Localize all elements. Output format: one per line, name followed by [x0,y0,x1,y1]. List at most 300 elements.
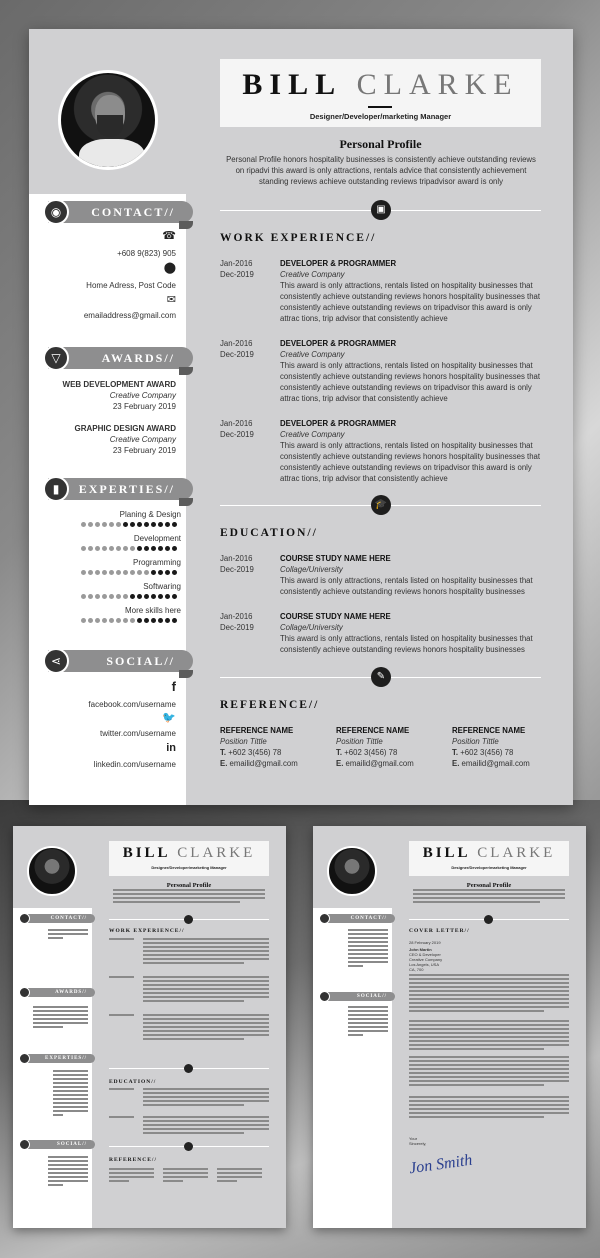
text-line [113,889,265,891]
skill-dot [123,546,128,551]
text-line [53,1110,88,1112]
text-line [48,1184,63,1186]
text-line [48,1168,88,1170]
facebook-icon: f [171,679,176,694]
text-line [163,1176,208,1178]
text-line [348,1034,363,1036]
text-line [163,1172,208,1174]
skill-dot [95,594,100,599]
briefcase-icon [184,915,193,924]
skill-name: Development [133,534,181,543]
skill-dot [151,522,156,527]
avatar [327,846,377,896]
text-line [409,1068,569,1070]
text-line [348,949,388,951]
text-line [143,1030,269,1032]
contact-phone: +608 9(823) 905 [117,249,176,258]
skill-dot [137,522,142,527]
skill-level [81,522,177,528]
text-line [143,1100,269,1102]
text-line [348,965,363,967]
text-line [348,1022,388,1024]
skill-name: Planing & Design [119,510,181,519]
text-line [409,1080,569,1082]
text-line [143,942,269,944]
globe-icon [319,913,330,924]
text-line [409,1044,569,1046]
profile-title: Personal Profile [166,882,212,889]
skill-dot [102,546,107,551]
chart-icon: ▮ [43,476,69,502]
job-role: Designer/Developer/marketing Manager [451,865,527,870]
skill-dot [102,522,107,527]
skill-dot [95,546,100,551]
text-line [409,1006,569,1008]
text-line [48,1180,88,1182]
text-line [143,1096,269,1098]
graduation-cap-icon [184,1064,193,1073]
first-name: BILL [242,68,343,101]
text-line [143,958,269,960]
start-date: Jan-2016 [220,419,253,428]
skill-dot [144,618,149,623]
text-line [33,1022,88,1024]
text-line [33,1014,88,1016]
skill-dot [158,522,163,527]
feather-icon [184,1142,193,1151]
skill-dot [144,570,149,575]
skill-dot [172,522,177,527]
phone-icon: ☎ [162,230,176,242]
text-line [143,1000,244,1002]
reference-position: Position Tittle [220,737,267,746]
skill-dot [95,618,100,623]
contact-heading: CONTACT// [48,201,193,223]
work-heading: WORK EXPERIENCE// [220,232,377,244]
text-line [143,1088,269,1090]
text-line [48,1164,88,1166]
course-description: This award is only attractions, rentals listed on hospitality businesses that consistently achieve outstanding reviews honors hospitality businesses [280,634,533,654]
text-line [53,1082,88,1084]
text-line [409,1010,544,1012]
social-heading: SOCIAL// [48,650,193,672]
reference-heading: REFERENCE// [220,699,320,711]
text-line [413,893,565,895]
company: Creative Company [280,350,345,359]
text-line [409,974,569,976]
social-linkedin[interactable]: linkedin.com/username [93,760,176,769]
text-line [217,1176,262,1178]
signature: Jon Smith [408,1151,474,1178]
text-line [143,980,269,982]
text-line [409,1032,569,1034]
skill-dot [151,570,156,575]
text-line [109,938,134,940]
reference-name: REFERENCE NAME [336,726,410,735]
text-line [143,984,269,986]
text-line [217,1180,237,1182]
contact-heading: CONTACT// [322,914,395,923]
skill-dot [137,570,142,575]
text-line [53,1070,88,1072]
text-line [143,992,269,994]
text-line [109,1176,154,1178]
skill-dot [130,570,135,575]
end-date: Dec-2019 [220,350,254,359]
text-line [409,1096,569,1098]
skill-dot [95,522,100,527]
skill-dot [109,618,114,623]
text-line [348,1018,388,1020]
skill-dot [88,594,93,599]
skill-dot [137,618,142,623]
reference-email[interactable]: E. emailid@gmail.com [336,759,414,768]
name-underline [368,106,392,108]
linkedin-icon: in [166,742,176,754]
awards-heading: AWARDS// [48,347,193,369]
contact-email[interactable]: emailaddress@gmail.com [83,311,176,320]
text-line [143,1092,269,1094]
text-line [409,1056,569,1058]
text-line [413,889,565,891]
text-line [348,937,388,939]
text-line [53,1114,63,1116]
text-line [348,1030,388,1032]
briefcase-icon [484,915,493,924]
expertise-heading: EXPERTIES// [48,478,193,500]
reference-email[interactable]: E. emailid@gmail.com [452,759,530,768]
globe-icon: ◉ [43,199,69,225]
thumb-name-block [409,841,569,876]
text-line [109,1088,134,1090]
text-line [409,982,569,984]
skill-dot [130,618,135,623]
skill-dot [144,594,149,599]
text-line [48,1156,88,1158]
skill-dot [158,594,163,599]
skill-dot [116,594,121,599]
skill-dot [102,594,107,599]
text-line [53,1086,88,1088]
skill-dot [123,618,128,623]
skill-dot [130,594,135,599]
skill-dot [109,522,114,527]
text-line [143,1018,269,1020]
text-line [143,1014,269,1016]
text-line [109,1180,129,1182]
job-title: DEVELOPER & PROGRAMMER [280,259,397,268]
text-line [409,990,569,992]
skill-dot [165,522,170,527]
skill-dot [144,546,149,551]
trophy-icon: ▽ [43,345,69,371]
text-line [143,954,269,956]
text-line [33,1026,63,1028]
text-line [109,1014,134,1016]
text-line [48,933,88,935]
resume-page [29,29,573,805]
cover-letter-thumbnail [313,826,586,1228]
first-name: BILL [422,845,471,861]
text-line [348,1006,388,1008]
text-line [143,938,269,940]
skill-dot [109,570,114,575]
profile-text: Personal Profile honors hospitality businesses is consistently achieve outstanding reviews on ripadvi this award is only attractions, rentals advice that consistently achievement standing reviews achieve outstanding reviews tripadvisor award is only [226,155,536,186]
skill-dot [123,594,128,599]
text-line [33,1010,88,1012]
text-line [409,998,569,1000]
text-line [413,897,565,899]
skill-dot [102,570,107,575]
text-line [409,1024,569,1026]
text-line [409,1036,569,1038]
text-line [143,1124,269,1126]
graduation-cap-icon: 🎓 [371,495,391,515]
last-name: CLARKE [356,68,519,101]
skill-level [81,594,177,600]
text-line [409,1040,569,1042]
end-date: Dec-2019 [220,565,254,574]
globe-icon [19,913,30,924]
text-line [109,1116,134,1118]
text-line [409,1028,569,1030]
text-line [143,1116,269,1118]
start-date: Jan-2016 [220,554,253,563]
text-line [163,1168,208,1170]
skill-dot [137,594,142,599]
first-name: BILL [122,845,171,861]
text-line [113,901,240,903]
text-line [348,961,388,963]
profile-title: Personal Profile [339,137,422,151]
text-line [409,1048,544,1050]
text-line [409,1060,569,1062]
text-line [53,1078,88,1080]
text-line [409,1100,569,1102]
skill-dot [165,546,170,551]
education-heading: EDUCATION// [109,1079,157,1085]
reference-phone: T. +602 3(456) 78 [336,748,398,757]
reference-name: REFERENCE NAME [452,726,526,735]
text-line [143,1104,244,1106]
feather-icon: ✎ [371,667,391,687]
text-line [409,994,569,996]
last-name: CLARKE [177,845,256,861]
text-line [143,1132,244,1134]
skill-dot [165,594,170,599]
skill-level [81,618,177,624]
reference-name: REFERENCE NAME [220,726,294,735]
text-line [48,937,63,939]
skill-dot [172,570,177,575]
text-line [143,976,269,978]
twitter-icon: 🐦 [162,712,176,724]
social-facebook[interactable]: facebook.com/username [88,700,176,709]
reference-phone: T. +602 3(456) 78 [220,748,282,757]
skill-dot [165,618,170,623]
mail-icon: ✉ [166,294,176,306]
start-date: Jan-2016 [220,612,253,621]
skill-dot [109,594,114,599]
text-line [33,1006,88,1008]
skill-dot [165,570,170,575]
award-item: GRAPHIC DESIGN AWARD Creative Company 23 February 2019 [74,424,176,455]
text-line [48,1176,88,1178]
skill-dot [130,522,135,527]
text-line [409,1112,569,1114]
text-line [409,1108,569,1110]
skill-dot [88,618,93,623]
full-name [220,68,541,102]
skill-dot [81,594,86,599]
skill-dot [130,546,135,551]
skill-dot [158,546,163,551]
contact-heading: CONTACT// [22,914,95,923]
skill-dot [88,546,93,551]
text-line [143,962,244,964]
skill-dot [88,522,93,527]
text-line [113,897,265,899]
briefcase-icon: ▣ [371,200,391,220]
text-line [143,950,269,952]
text-line [348,957,388,959]
reference-entry [452,725,567,769]
name-block [220,59,541,127]
text-line [348,929,388,931]
skill-dot [158,618,163,623]
text-line [409,986,569,988]
skill-dot [172,546,177,551]
skill-dot [81,522,86,527]
location-icon: ⬤ [163,262,176,274]
text-line [53,1106,88,1108]
job-title: DEVELOPER & PROGRAMMER [280,339,397,348]
start-date: Jan-2016 [220,259,253,268]
reference-heading: REFERENCE// [109,1157,157,1163]
school: Collage/University [280,623,343,632]
text-line [348,1026,388,1028]
text-line [348,945,388,947]
text-line [143,996,269,998]
text-line [217,1168,262,1170]
text-line [143,1034,269,1036]
sidebar [29,29,186,805]
job-description: This award is only attractions, rentals listed on hospitality businesses that consistently achieve outstanding reviews honors hospitality businesses that consistently achieve outstanding reviews on tripadvisor this award is only attrac tions, trip advisor that consistently achieve [280,361,541,403]
reference-position: Position Tittle [452,737,499,746]
skill-dot [116,522,121,527]
text-line [48,1160,88,1162]
skill-dot [151,618,156,623]
skill-name: Softwaring [143,582,181,591]
skill-dot [116,570,121,575]
skill-dot [151,594,156,599]
text-line [109,1172,154,1174]
skill-dot [172,594,177,599]
award-item: WEB DEVELOPMENT AWARD Creative Company 23 February 2019 [62,380,176,411]
text-line [143,946,269,948]
text-line [143,1022,269,1024]
share-icon [19,1139,30,1150]
trophy-icon [19,987,30,998]
skill-dot [109,546,114,551]
skill-dot [102,618,107,623]
reference-email[interactable]: E. emailid@gmail.com [220,759,298,768]
text-line [48,1172,88,1174]
skill-name: More skills here [124,606,181,615]
reference-phone: T. +602 3(456) 78 [452,748,514,757]
text-line [409,1072,569,1074]
expertise-heading: EXPERTIES// [22,1054,95,1063]
company: Creative Company [280,270,345,279]
text-line [409,1064,569,1066]
social-twitter[interactable]: twitter.com/username [99,729,176,738]
social-heading: SOCIAL// [322,992,395,1001]
contact-address: Home Adress, Post Code [86,281,176,290]
text-line [348,1014,388,1016]
end-date: Dec-2019 [220,623,254,632]
course-title: COURSE STUDY NAME HERE [280,554,391,563]
avatar [58,70,158,170]
skill-dot [123,522,128,527]
end-date: Dec-2019 [220,270,254,279]
text-line [348,953,388,955]
chart-icon [19,1053,30,1064]
skill-dot [81,570,86,575]
skill-level [81,546,177,552]
skill-dot [81,546,86,551]
text-line [48,929,88,931]
text-line [143,1026,269,1028]
text-line [143,1038,244,1040]
reference-position: Position Tittle [336,737,383,746]
text-line [143,988,269,990]
cover-address: 28 February 2019 John Martin CEO & Developer Creative Company Los Angels, USA CA, 700 [409,940,443,972]
text-line [409,978,569,980]
text-line [348,941,388,943]
reference-entry [220,725,335,769]
job-description: This award is only attractions, rentals listed on hospitality businesses that consistently achieve outstanding reviews honors hospitality businesses that consistently achieve outstanding reviews on tripadvisor this award is only attrac tions, trip advisor that consistently achieve [280,441,541,483]
thumb-name-block [109,841,269,876]
text-line [413,901,540,903]
company: Creative Company [280,430,345,439]
reference-entry [336,725,451,769]
share-icon: ⋖ [43,648,69,674]
text-line [348,1010,388,1012]
last-name: CLARKE [477,845,556,861]
text-line [33,1018,88,1020]
skill-dot [137,546,142,551]
course-title: COURSE STUDY NAME HERE [280,612,391,621]
cover-letter-heading: COVER LETTER// [409,928,470,934]
text-line [109,1168,154,1170]
skill-dot [116,546,121,551]
social-heading: SOCIAL// [22,1140,95,1149]
skill-dot [144,522,149,527]
job-description: This award is only attractions, rentals listed on hospitality businesses that consistently achieve outstanding reviews honors hospitality businesses that consistently achieve outstanding reviews on tripadvisor this award is only attrac tions, trip advisor that consistently achieve [280,281,541,323]
text-line [409,1076,569,1078]
share-icon [319,991,330,1002]
resume-thumbnail [13,826,286,1228]
skill-dot [116,618,121,623]
education-heading: EDUCATION// [220,527,318,539]
skill-dot [158,570,163,575]
end-date: Dec-2019 [220,430,254,439]
text-line [217,1172,262,1174]
skill-dot [95,570,100,575]
skill-name: Programming [132,558,181,567]
text-line [348,933,388,935]
skill-dot [88,570,93,575]
